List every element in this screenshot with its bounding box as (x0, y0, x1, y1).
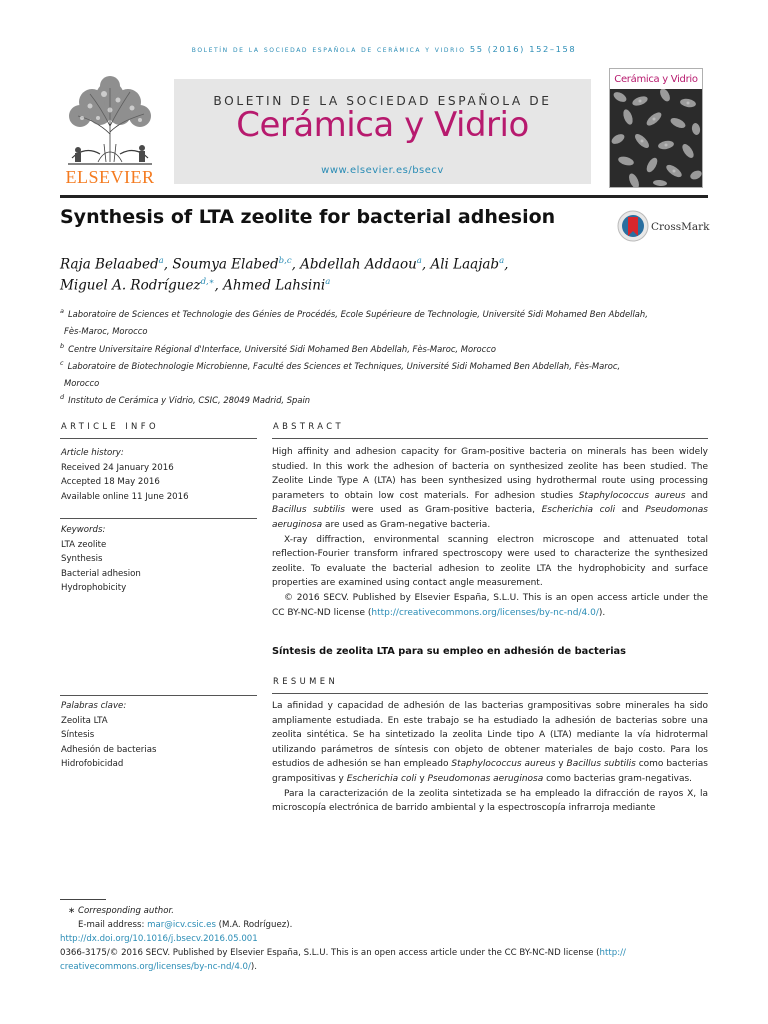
author-name[interactable]: Abdellah Addaou (300, 256, 417, 273)
affiliation-marker[interactable]: d,∗ (200, 277, 215, 287)
license-text: 0366-3175/© 2016 SECV. Published by Elsevier España, S.L.U. This is an open access article under the CC BY-NC-ND license ( (60, 948, 600, 958)
affiliation-marker[interactable]: a (499, 256, 505, 266)
masthead-journal-name: Cerámica y Vidrio (236, 105, 529, 145)
elsevier-logo[interactable] (60, 74, 160, 190)
abstract-rule (272, 438, 708, 439)
email-note (60, 918, 708, 932)
keyword-item: Hydrophobicity (61, 583, 127, 593)
header-rule (60, 195, 708, 198)
affiliation-text: Laboratoire de Biotechnologie Microbienne, Faculté des Sciences et Techniques, Université Sidi Mohamed Ben Abdellah, Fès-Maroc, (67, 360, 621, 371)
resumen-rule (272, 693, 708, 694)
species-name: Staphylococcus aureus (578, 490, 686, 501)
palabra-clave-item: Zeolita LTA (61, 715, 108, 726)
resumen-body (272, 699, 708, 816)
resumen-text: La afinidad y capacidad de adhesión de las bacterias grampositivas sobre minerales ha sido ampliamente estudiada. En este trabajo se ha estudiado la adhesión de bacterias sobre una zeolita sintética. Se ha sintetizado la zeolita Linde tipo A (LTA) mediante la vía hidrotermal utilizando parámetros de síntesis con objeto de obtener materiales de bajo costo. Para los estudios de adhesión se han empleado (272, 701, 708, 770)
article-title: Synthesis of LTA zeolite for bacterial adhesion (60, 206, 556, 228)
palabras-clave-rule (60, 695, 257, 696)
resumen-text: como bacterias grampositivas y (272, 759, 708, 784)
author-name[interactable]: Raja Belaabed (60, 256, 159, 273)
license-row (60, 946, 708, 960)
running-header-journal: boletín de la sociedad española de cerámica y vidrio (191, 44, 466, 54)
resumen-text: como bacterias gram-negativas. (543, 773, 693, 784)
affiliation-marker[interactable]: b,c (278, 256, 292, 266)
affiliation-label: b (60, 341, 65, 350)
author-separator: , (291, 256, 301, 273)
keywords-rule (60, 518, 257, 519)
affiliations-list (60, 304, 708, 408)
affiliation-text: Centre Universitaire Régional d'Interface, Université Sidi Mohamed Ben Abdellah, Fès-Maroc, Morocco (68, 343, 496, 354)
keyword-item: LTA zeolite (61, 539, 107, 550)
footnotes (60, 904, 708, 974)
license-link[interactable]: creativecommons.org/licenses/by-nc-nd/4.0/ (60, 962, 251, 972)
species-name: Escherichia coli (346, 773, 417, 784)
affiliation-marker[interactable]: a (158, 256, 164, 266)
crossmark-label: CrossMark (651, 221, 710, 233)
affiliation-label: c (60, 358, 64, 367)
affiliation-item (60, 321, 708, 338)
author-name[interactable]: Soumya Elabed (172, 256, 279, 273)
resumen-text: y (555, 759, 567, 770)
affiliation-marker[interactable]: a (325, 277, 331, 287)
doi-row (60, 932, 708, 946)
abstract-text: High affinity and adhesion capacity for Gram-positive bacteria on minerals has been widely studied. In this work the adhesion of bacteria on synthesized zeolite has been studied. The Zeolite Linde Type A (LTA) has been synthesized using hydrothermal route using processing parameters to obtain low cost materials. For adhesion studies (272, 447, 708, 501)
license-link[interactable]: http:// (599, 948, 626, 958)
affiliation-text: Fès-Maroc, Morocco (64, 326, 148, 337)
elsevier-tree-icon (60, 74, 160, 166)
palabras-clave-list (61, 699, 156, 772)
author-separator: , (504, 256, 509, 273)
species-name: Escherichia coli (541, 505, 616, 516)
species-name: Pseudomonas aeruginosa (272, 505, 708, 530)
footnote-marker: ∗ (68, 906, 76, 916)
doi-link[interactable]: http://dx.doi.org/10.1016/j.bsecv.2016.05.001 (60, 934, 258, 944)
spanish-title: Síntesis de zeolita LTA para su empleo en adhesión de bacterias (272, 646, 626, 657)
history-received: Received 24 January 2016 (61, 462, 174, 473)
affiliation-item (60, 339, 708, 356)
corresponding-author-note (60, 904, 708, 918)
keyword-item: Bacterial adhesion (61, 568, 141, 579)
running-header-citation: 55 (2016) 152–158 (469, 44, 577, 54)
license-text: ). (598, 607, 606, 618)
affiliation-text: Instituto de Cerámica y Vidrio, CSIC, 28049 Madrid, Spain (68, 395, 311, 406)
abstract-body (272, 445, 708, 620)
masthead-society-line: BOLETIN DE LA SOCIEDAD ESPAÑOLA DE (213, 94, 552, 108)
keywords-label: Keywords: (61, 525, 106, 535)
palabra-clave-item: Adhesión de bacterias (61, 744, 157, 755)
affiliation-text: Laboratoire de Sciences et Technologie des Génies de Procédés, Ecole Supérieure de Technologie, Université Sidi Mohamed Ben Abdellah, (67, 308, 648, 319)
species-name: Pseudomonas aeruginosa (427, 773, 544, 784)
abstract-text: and (615, 505, 646, 516)
abstract-text: are used as Gram-negative bacteria. (322, 519, 491, 530)
cover-header (610, 69, 702, 89)
journal-masthead (174, 79, 591, 184)
running-header (0, 44, 768, 54)
species-name: Bacillus subtilis (566, 759, 636, 770)
email-author: (M.A. Rodríguez). (215, 920, 293, 930)
cover-title: Cerámica y Vidrio (614, 74, 698, 85)
email-link[interactable]: mar@icv.csic.es (147, 920, 216, 930)
crossmark-badge[interactable] (617, 210, 710, 244)
email-label: E-mail address: (78, 920, 148, 930)
affiliation-item (60, 356, 708, 373)
history-online: Available online 11 June 2016 (61, 491, 189, 502)
license-row (60, 960, 708, 974)
cover-micrograph-image (610, 89, 702, 187)
crossmark-icon (617, 210, 649, 242)
affiliation-label: d (60, 393, 65, 402)
abstract-paragraph (272, 445, 708, 533)
author-separator: , (421, 256, 431, 273)
resumen-text: y (416, 773, 428, 784)
article-history (61, 446, 189, 504)
affiliation-label: a (60, 307, 64, 315)
resumen-heading: RESUMEN (273, 676, 339, 686)
author-name[interactable]: Ahmed Lahsini (223, 277, 326, 294)
abstract-paragraph: X-ray diffraction, environmental scanning electron microscope and attenuated total reflection-Fourier transform infrared spectroscopy were used to characterize the synthesized zeolite. To evaluate the bacterial adhesion to zeolite LTA the hydrophobicity and surface properties are examined using contact angle measurement. (272, 534, 708, 589)
keywords-list (61, 523, 141, 596)
author-name[interactable]: Ali Laajab (430, 256, 500, 273)
article-info-rule (60, 438, 257, 439)
author-separator: , (214, 277, 224, 294)
affiliation-item (60, 304, 708, 321)
authors-line (60, 256, 508, 273)
species-name: Staphylococcus aureus (451, 759, 556, 770)
palabra-clave-item: Hidrofobicidad (61, 759, 124, 769)
affiliation-text: Morocco (64, 377, 100, 388)
article-info-heading: ARTICLE INFO (61, 421, 159, 431)
abstract-text: and (685, 490, 708, 501)
affiliation-marker[interactable]: a (416, 256, 422, 266)
abstract-heading: ABSTRACT (273, 421, 344, 431)
elsevier-wordmark: ELSEVIER (65, 167, 155, 187)
journal-url-link[interactable]: www.elsevier.es/bsecv (321, 165, 444, 176)
license-text: © 2016 SECV. Published by Elsevier España, S.L.U. This is an open access article under the CC BY-NC-ND license ( (272, 592, 708, 618)
species-name: Bacillus subtilis (272, 505, 345, 516)
abstract-license (272, 591, 708, 620)
palabra-clave-item: Síntesis (61, 730, 95, 740)
history-accepted: Accepted 18 May 2016 (61, 477, 160, 487)
license-link[interactable]: http://creativecommons.org/licenses/by-nc-nd/4.0/ (371, 607, 599, 618)
affiliation-item (60, 373, 708, 390)
corresponding-author-text: Corresponding author. (77, 906, 174, 916)
license-text: ). (250, 962, 257, 972)
resumen-paragraph: Para la caracterización de la zeolita sintetizada se ha empleado la difracción de rayos X, la microscopía electrónica de barrido ambiental y la espectroscopía infrarroja mediante (272, 788, 708, 814)
author-separator: , (163, 256, 173, 273)
article-history-label: Article history: (61, 448, 124, 458)
journal-cover-thumbnail[interactable] (609, 68, 703, 188)
author-name[interactable]: Miguel A. Rodríguez (60, 277, 201, 294)
keyword-item: Synthesis (61, 554, 103, 564)
abstract-text: were used as Gram-positive bacteria, (344, 505, 542, 516)
resumen-paragraph (272, 699, 708, 787)
palabras-clave-label: Palabras clave: (61, 701, 127, 711)
authors-line (60, 277, 330, 294)
footnote-rule (60, 899, 106, 900)
affiliation-item (60, 390, 708, 407)
